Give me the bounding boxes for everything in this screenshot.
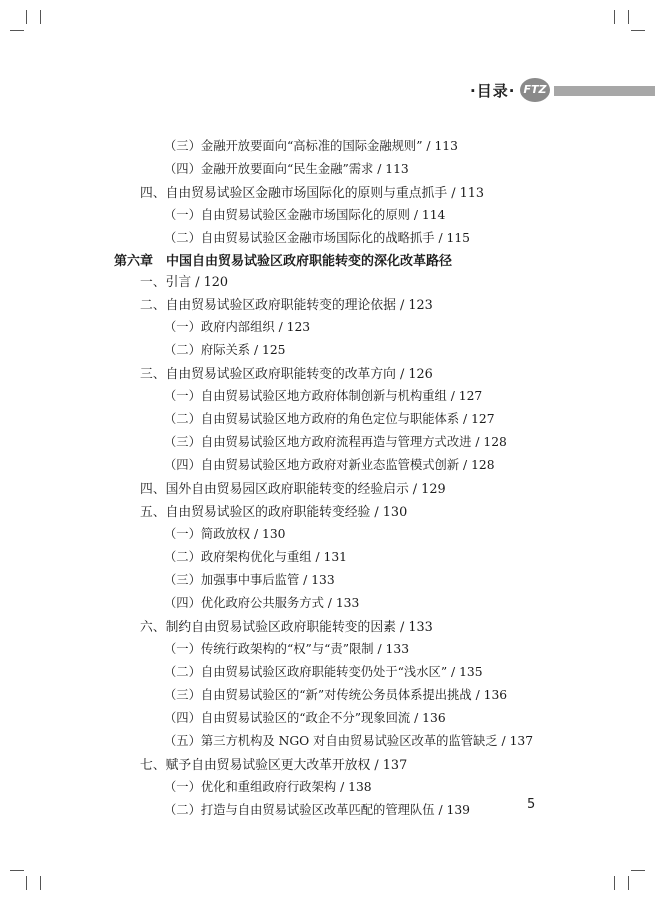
toc-entry: （一）自由贸易试验区地方政府体制创新与机构重组 / 127 bbox=[164, 389, 483, 403]
toc-entry: 三、自由贸易试验区政府职能转变的改革方向 / 126 bbox=[140, 367, 433, 382]
toc-entry: 四、国外自由贸易园区政府职能转变的经验启示 / 129 bbox=[140, 482, 446, 497]
toc-entry: （二）自由贸易试验区地方政府的角色定位与职能体系 / 127 bbox=[164, 412, 495, 426]
toc-entry: （二）自由贸易试验区金融市场国际化的战略抓手 / 115 bbox=[164, 231, 470, 245]
toc-entry: （一）自由贸易试验区金融市场国际化的原则 / 114 bbox=[164, 208, 446, 222]
toc-entry: （二）府际关系 / 125 bbox=[164, 343, 286, 357]
toc-entry: （三）金融开放要面向“高标准的国际金融规则” / 113 bbox=[164, 139, 458, 153]
crop-mark bbox=[40, 10, 41, 24]
crop-mark bbox=[631, 870, 645, 871]
toc-entry: （四）优化政府公共服务方式 / 133 bbox=[164, 596, 360, 610]
toc-entry: （三）自由贸易试验区的“新”对传统公务员体系提出挑战 / 136 bbox=[164, 688, 508, 702]
toc-entry: 五、自由贸易试验区的政府职能转变经验 / 130 bbox=[140, 505, 408, 520]
crop-mark bbox=[26, 876, 27, 890]
crop-mark bbox=[628, 10, 629, 24]
toc-entry: 二、自由贸易试验区政府职能转变的理论依据 / 123 bbox=[140, 298, 433, 313]
toc-entry: （一）传统行政架构的“权”与“责”限制 / 133 bbox=[164, 642, 410, 656]
running-header bbox=[470, 78, 655, 102]
toc-entry: 六、制约自由贸易试验区政府职能转变的因素 / 133 bbox=[140, 620, 433, 635]
ftz-logo: FTZ bbox=[520, 78, 550, 102]
toc-entry: （四）自由贸易试验区地方政府对新业态监管模式创新 / 128 bbox=[164, 458, 495, 472]
page-number: 5 bbox=[527, 797, 536, 812]
toc-entry: （二）政府架构优化与重组 / 131 bbox=[164, 550, 347, 564]
toc-entry: （三）自由贸易试验区地方政府流程再造与管理方式改进 / 128 bbox=[164, 435, 507, 449]
header-bar bbox=[554, 86, 655, 96]
crop-mark bbox=[26, 10, 27, 24]
toc-entry: （一）优化和重组政府行政架构 / 138 bbox=[164, 780, 372, 794]
toc-entry: （四）自由贸易试验区的“政企不分”现象回流 / 136 bbox=[164, 711, 446, 725]
toc-entry: 一、引言 / 120 bbox=[140, 275, 229, 290]
toc-chapter-heading: 第六章 中国自由贸易试验区政府职能转变的深化改革路径 bbox=[114, 254, 453, 269]
toc-entry: 四、自由贸易试验区金融市场国际化的原则与重点抓手 / 113 bbox=[140, 186, 484, 201]
toc-entry: （二）自由贸易试验区政府职能转变仍处于“浅水区” / 135 bbox=[164, 665, 483, 679]
toc-entry: （四）金融开放要面向“民生金融”需求 / 113 bbox=[164, 162, 409, 176]
crop-mark bbox=[628, 876, 629, 890]
toc-entry: （二）打造与自由贸易试验区改革匹配的管理队伍 / 139 bbox=[164, 803, 470, 817]
toc-entry: （一）简政放权 / 130 bbox=[164, 527, 286, 541]
crop-mark bbox=[10, 30, 24, 31]
crop-mark bbox=[10, 870, 24, 871]
toc-entry: （五）第三方机构及 NGO 对自由贸易试验区改革的监管缺乏 / 137 bbox=[164, 734, 534, 748]
crop-mark bbox=[614, 10, 615, 24]
toc-entry: （三）加强事中事后监管 / 133 bbox=[164, 573, 335, 587]
crop-mark bbox=[40, 876, 41, 890]
toc-entry: （一）政府内部组织 / 123 bbox=[164, 320, 311, 334]
section-label: ·目录· bbox=[470, 82, 516, 100]
crop-mark bbox=[614, 876, 615, 890]
crop-mark bbox=[631, 30, 645, 31]
toc-entry: 七、赋予自由贸易试验区更大改革开放权 / 137 bbox=[140, 758, 408, 773]
